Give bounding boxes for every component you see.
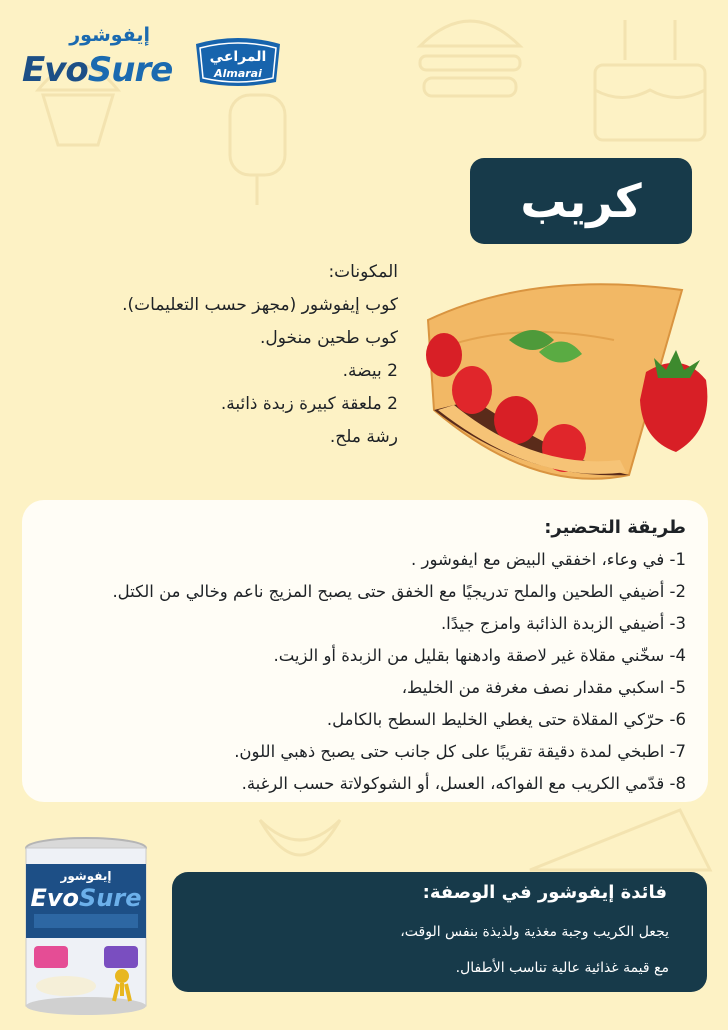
- almarai-logo: [192, 34, 284, 88]
- evosure-logo-english: EvoSure: [22, 50, 173, 90]
- ingredients-list: [8, 256, 398, 454]
- cake-slice-doodle-icon: [520, 790, 720, 880]
- preparation-step: 1- في وعاء، اخفقي البيض مع ايفوشور .: [411, 550, 686, 569]
- benefit-heading: فائدة إيفوشور في الوصفة:: [422, 882, 667, 903]
- ingredient-item: كوب إيفوشور (مجهز حسب التعليمات).: [122, 295, 398, 315]
- preparation-step: 4- سخّني مقلاة غير لاصقة وادهنها بقليل من الزبدة أو الزيت.: [273, 646, 686, 665]
- preparation-heading: طريقة التحضير:: [544, 517, 686, 538]
- preparation-step: 8- قدّمي الكريب مع الفواكه، العسل، أو الشوكولاتة حسب الرغبة.: [241, 774, 686, 793]
- preparation-step: 5- اسكبي مقدار نصف مغرفة من الخليط،: [401, 678, 686, 697]
- almarai-logo-english: Almarai: [214, 67, 262, 80]
- burger-doodle-icon: [410, 6, 530, 106]
- ingredient-item: 2 بيضة.: [342, 361, 398, 381]
- can-brand-arabic: إيفوشور: [60, 869, 112, 883]
- preparation-step: 6- حرّكي المقلاة حتى يغطي الخليط السطح بالكامل.: [326, 710, 686, 729]
- benefit-box: [172, 872, 707, 992]
- preparation-step: 3- أضيفي الزبدة الذائبة وامزج جيدًا.: [440, 614, 686, 633]
- cake-doodle-icon: [585, 10, 715, 150]
- benefit-line: يجعل الكريب وجبة مغذية ولذيذة بنفس الوقت،: [400, 924, 669, 940]
- almarai-logo-arabic: المراعي: [209, 49, 267, 65]
- ingredients-heading: المكونات:: [328, 262, 398, 282]
- evosure-logo: [22, 24, 172, 94]
- preparation-card: [22, 500, 708, 802]
- preparation-step: 2- أضيفي الطحين والملح تدريجيًا مع الخفق حتى يصبح المزيج ناعم وخالي من الكتل.: [112, 582, 686, 601]
- evosure-logo-arabic: إيفوشور: [69, 24, 150, 46]
- popsicle-doodle-icon: [220, 90, 300, 210]
- benefit-line: مع قيمة غذائية عالية تناسب الأطفال.: [455, 960, 669, 976]
- evosure-product-can: [22, 836, 150, 1016]
- ingredient-item: رشة ملح.: [329, 427, 398, 447]
- recipe-title: كريب: [520, 174, 642, 228]
- ingredient-item: كوب طحين منخول.: [259, 328, 398, 348]
- crepe-strawberry-image: [414, 280, 716, 490]
- preparation-step: 7- اطبخي لمدة دقيقة تقريبًا على كل جانب حتى يصبح ذهبي اللون.: [234, 742, 686, 761]
- svg-text:EvoSure: EvoSure: [30, 884, 142, 912]
- recipe-title-box: [470, 158, 692, 244]
- ingredient-item: 2 ملعقة كبيرة زبدة ذائبة.: [220, 394, 398, 414]
- banana-doodle-icon: [250, 800, 350, 880]
- preparation-steps: [6, 512, 686, 800]
